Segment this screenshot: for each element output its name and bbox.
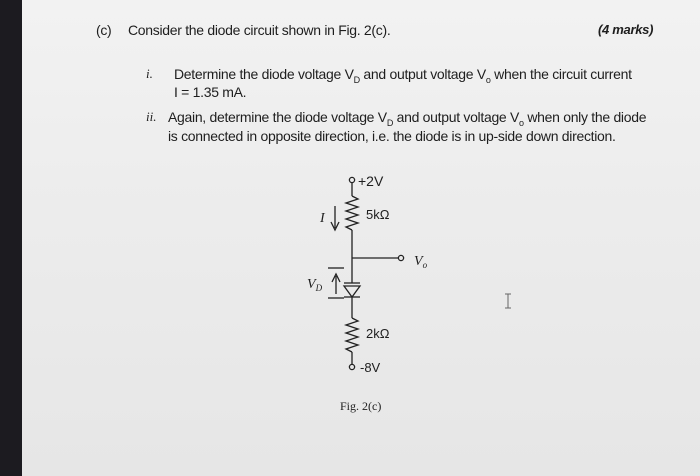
- exam-page: [22, 0, 700, 476]
- part-i-line1: Determine the diode voltage $V_D$ and output voltage $V_o$ when the circuit current: [174, 66, 632, 85]
- diode-voltage-label: $V_D$: [307, 277, 323, 293]
- current-arrow: [331, 206, 339, 230]
- resistor-2k: [346, 318, 358, 352]
- current-label: I: [320, 211, 325, 226]
- figure-caption: Fig. 2(c): [340, 399, 382, 413]
- text-cursor-icon: [505, 294, 511, 308]
- resistor-2k-label: 2kΩ: [366, 326, 390, 341]
- resistor-5k-label: 5kΩ: [366, 207, 390, 222]
- resistor-5k: [346, 196, 358, 230]
- part-ii-line1: Again, determine the diode voltage $V_D$ and output voltage $V_o$ when only the diode: [168, 109, 647, 128]
- question-label: (c): [96, 22, 112, 38]
- part-i-marker: i.: [146, 66, 153, 81]
- bottom-terminal: [349, 364, 354, 369]
- diode-voltage-arrow: [328, 268, 344, 298]
- top-terminal: [349, 177, 354, 182]
- circuit-diagram: [22, 0, 700, 476]
- output-terminal: [398, 255, 403, 260]
- part-ii-line2: is connected in opposite direction, i.e. the diode is in up-side down direction.: [168, 128, 616, 144]
- diode-symbol: [344, 283, 360, 297]
- supply-top-label: +2V: [358, 173, 384, 189]
- part-ii-marker: ii.: [146, 109, 157, 124]
- question-stem: Consider the diode circuit shown in Fig. 2(c).: [128, 22, 391, 38]
- supply-bottom-label: -8V: [360, 360, 381, 375]
- output-voltage-label: $V_o$: [414, 254, 428, 270]
- marks-badge: (4 marks): [598, 22, 654, 37]
- part-i-line2: I = 1.35 mA.: [174, 84, 247, 100]
